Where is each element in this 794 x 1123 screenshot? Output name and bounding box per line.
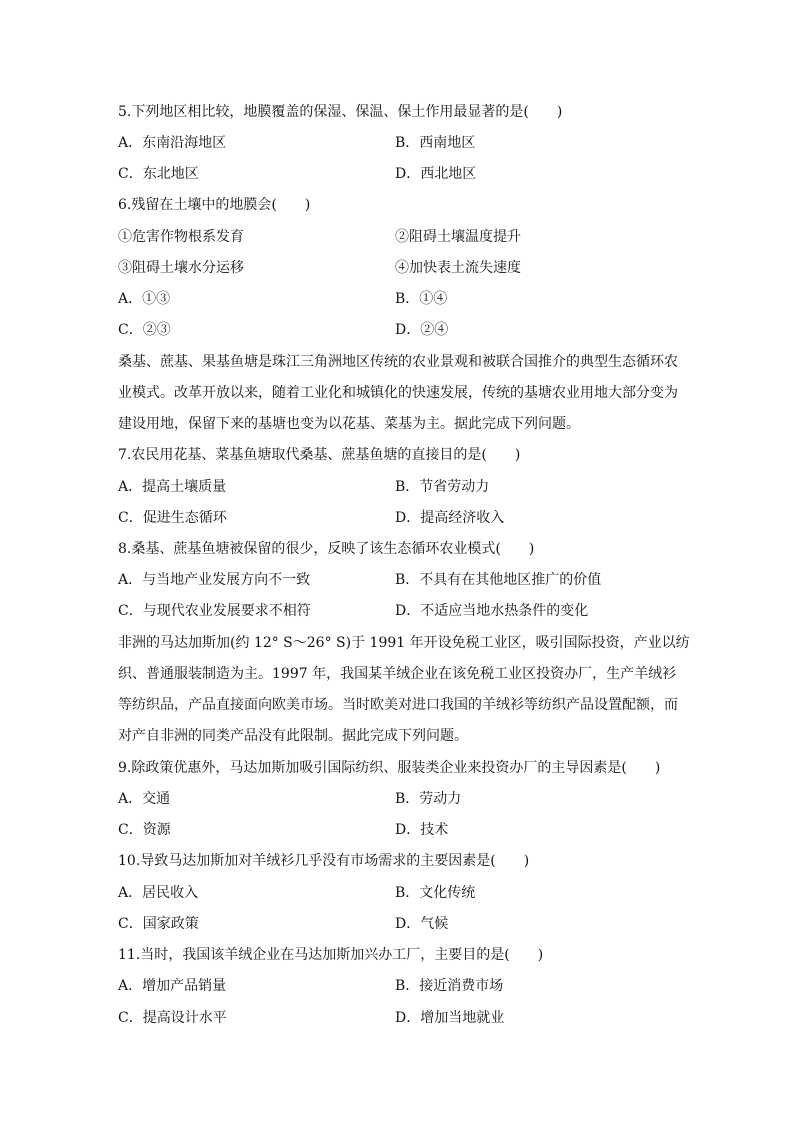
question-9-option-c: C．资源 bbox=[118, 822, 171, 838]
question-6-stem: 6.残留在土壤中的地膜会( ) bbox=[118, 197, 311, 213]
passage-1-line-1: 桑基、蔗基、果基鱼塘是珠江三角洲地区传统的农业景观和被联合国推介的典型生态循环农 bbox=[118, 354, 678, 370]
question-6-option-b: B．①④ bbox=[395, 291, 448, 307]
question-6-statement-3: ③阻碍土壤水分运移 bbox=[118, 260, 244, 276]
question-10-option-c: C．国家政策 bbox=[118, 916, 199, 932]
question-7-stem: 7.农民用花基、菜基鱼塘取代桑基、蔗基鱼塘的直接目的是( ) bbox=[118, 447, 521, 463]
question-10-option-b: B．文化传统 bbox=[395, 885, 476, 901]
question-5-option-b: B．西南地区 bbox=[395, 135, 476, 151]
passage-2-line-4: 对产自非洲的同类产品没有此限制。据此完成下列问题。 bbox=[118, 728, 468, 744]
question-6-option-d: D．②④ bbox=[395, 322, 449, 338]
question-8-option-d: D．不适应当地水热条件的变化 bbox=[395, 603, 589, 619]
question-11-option-c: C．提高设计水平 bbox=[118, 1010, 227, 1026]
question-7-option-a: A．提高土壤质量 bbox=[118, 479, 227, 495]
question-10-stem: 10.导致马达加斯加对羊绒衫几乎没有市场需求的主要因素是( ) bbox=[118, 853, 530, 869]
passage-2-line-3: 等纺织品，产品直接面向欧美市场。当时欧美对进口我国的羊绒衫等纺织产品设置配额，而 bbox=[118, 697, 678, 713]
question-6-statement-1: ①危害作物根系发育 bbox=[118, 229, 244, 245]
question-11-option-d: D．增加当地就业 bbox=[395, 1010, 505, 1026]
question-8-stem: 8.桑基、蔗基鱼塘被保留的很少，反映了该生态循环农业模式( ) bbox=[118, 541, 535, 557]
question-7-option-c: C．促进生态循环 bbox=[118, 510, 227, 526]
question-5-option-a: A．东南沿海地区 bbox=[118, 135, 227, 151]
passage-1-line-3: 建设用地，保留下来的基塘也变为以花基、菜基为主。据此完成下列问题。 bbox=[118, 416, 580, 432]
question-11-option-a: A．增加产品销量 bbox=[118, 978, 227, 994]
question-8-option-c: C．与现代农业发展要求不相符 bbox=[118, 603, 311, 619]
question-7-option-d: D．提高经济收入 bbox=[395, 510, 505, 526]
question-9-option-a: A．交通 bbox=[118, 791, 171, 807]
question-9-stem: 9.除政策优惠外，马达加斯加吸引国际纺织、服装类企业来投资办厂的主导因素是( ) bbox=[118, 760, 661, 776]
passage-1-line-2: 业模式。改革开放以来，随着工业化和城镇化的快速发展，传统的基塘农业用地大部分变为 bbox=[118, 385, 678, 401]
passage-2-line-2: 织、普通服装制造为主。1997 年，我国某羊绒企业在该免税工业区投资办厂，生产羊绒衫 bbox=[118, 666, 677, 682]
question-10-option-a: A．居民收入 bbox=[118, 885, 199, 901]
question-6-option-c: C．②③ bbox=[118, 322, 171, 338]
question-8-option-a: A．与当地产业发展方向不一致 bbox=[118, 572, 311, 588]
question-6-statement-2: ②阻碍土壤温度提升 bbox=[395, 229, 521, 245]
question-5-option-c: C．东北地区 bbox=[118, 166, 199, 182]
question-6-option-a: A．①③ bbox=[118, 291, 171, 307]
passage-2-line-1: 非洲的马达加斯加(约 12° S～26° S)于 1991 年开设免税工业区，吸引国际投资，产业以纺 bbox=[118, 635, 690, 651]
question-5-stem: 5.下列地区相比较，地膜覆盖的保湿、保温、保土作用最显著的是( ) bbox=[118, 104, 563, 120]
question-6-statement-4: ④加快表土流失速度 bbox=[395, 260, 521, 276]
question-8-option-b: B．不具有在其他地区推广的价值 bbox=[395, 572, 602, 588]
question-5-option-d: D．西北地区 bbox=[395, 166, 477, 182]
question-9-option-b: B．劳动力 bbox=[395, 791, 462, 807]
question-7-option-b: B．节省劳动力 bbox=[395, 479, 490, 495]
question-11-option-b: B．接近消费市场 bbox=[395, 978, 504, 994]
question-11-stem: 11.当时，我国该羊绒企业在马达加斯加兴办工厂，主要目的是( ) bbox=[118, 947, 544, 963]
question-9-option-d: D．技术 bbox=[395, 822, 449, 838]
question-10-option-d: D．气候 bbox=[395, 916, 449, 932]
